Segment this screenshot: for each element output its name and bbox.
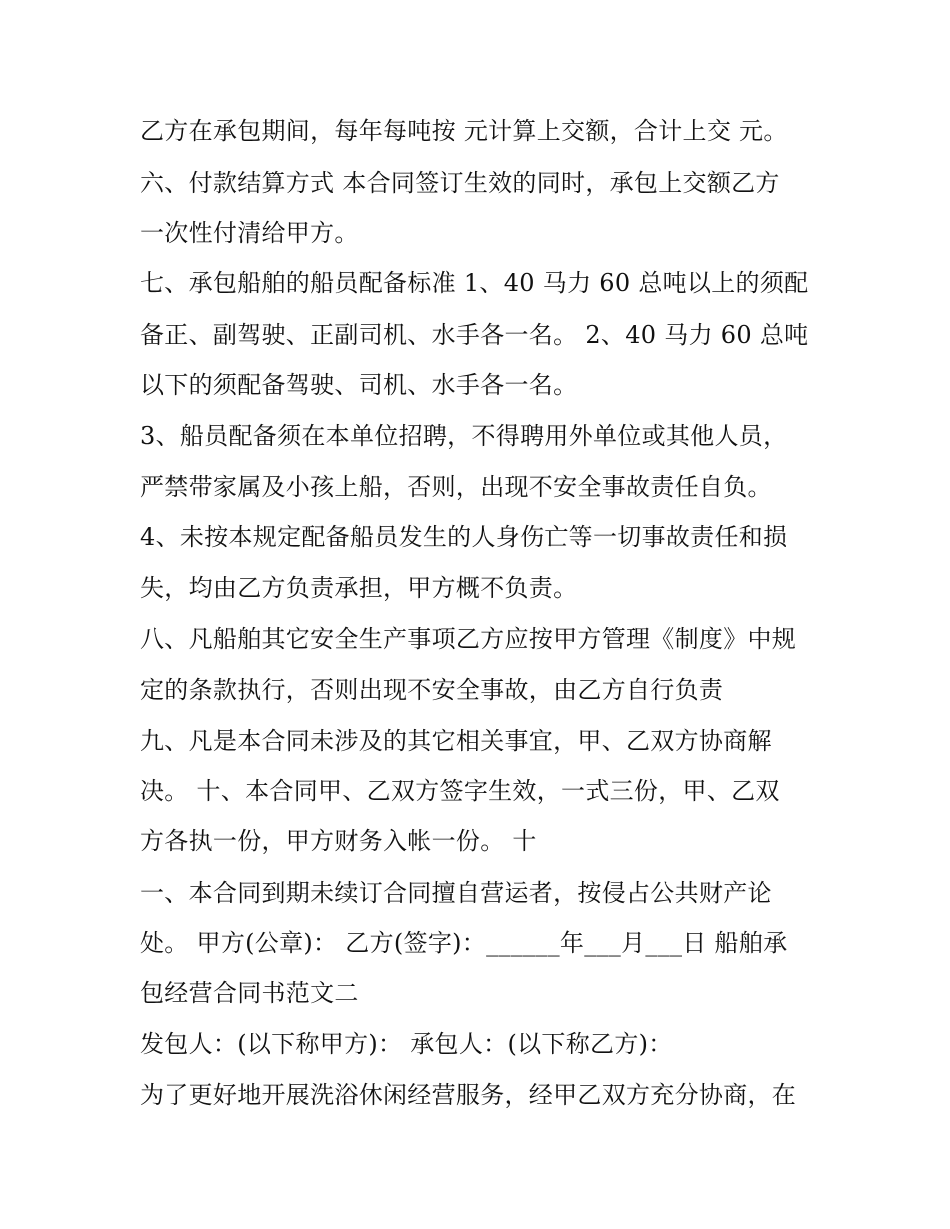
text-line: 包经营合同书范文二 bbox=[140, 979, 359, 1007]
text-line: 严禁带家属及小孩上船，否则，出现不安全事故责任自负。 bbox=[140, 473, 772, 501]
text-line: 八、凡船舶其它安全生产事项乙方应按甲方管理《制度》中规 bbox=[140, 625, 797, 653]
text-line: 一次性付清给甲方。 bbox=[140, 219, 359, 247]
text-line: 备正、副驾驶、正副司机、水手各一名。 2、40 马力 60 总吨 bbox=[140, 321, 809, 349]
text-line: 为了更好地开展洗浴休闲经营服务，经甲乙双方充分协商，在 bbox=[140, 1081, 797, 1109]
text-line: 定的条款执行，否则出现不安全事故，由乙方自行负责 bbox=[140, 676, 724, 704]
text-line: 方各执一份，甲方财务入帐一份。 十 bbox=[140, 827, 537, 855]
text-line: 七、承包船舶的船员配备标准 1、40 马力 60 总吨以上的须配 bbox=[140, 269, 809, 297]
text-line: 发包人：(以下称甲方)： 承包人：(以下称乙方)： bbox=[140, 1030, 673, 1058]
text-line: 以下的须配备驾驶、司机、水手各一名。 bbox=[140, 371, 578, 399]
text-line: 一、本合同到期未续订合同擅自营运者，按侵占公共财产论 bbox=[140, 879, 772, 907]
text-line: 4、未按本规定配备船员发生的人身伤亡等一切事故责任和损 bbox=[140, 523, 788, 551]
text-line: 决。 十、本合同甲、乙双方签字生效，一式三份，甲、乙双 bbox=[140, 777, 780, 805]
text-line: 3、船员配备须在本单位招聘，不得聘用外单位或其他人员， bbox=[140, 422, 788, 450]
text-line: 六、付款结算方式 本合同签订生效的同时，承包上交额乙方 bbox=[140, 169, 780, 197]
text-line: 处。 甲方(公章)： 乙方(签字)：______年___月___日 船舶承 bbox=[140, 929, 788, 957]
text-line: 失，均由乙方负责承担，甲方概不负责。 bbox=[140, 574, 578, 602]
text-line: 九、凡是本合同未涉及的其它相关事宜，甲、乙双方协商解 bbox=[140, 727, 772, 755]
text-line: 乙方在承包期间，每年每吨按 元计算上交额，合计上交 元。 bbox=[140, 117, 788, 145]
